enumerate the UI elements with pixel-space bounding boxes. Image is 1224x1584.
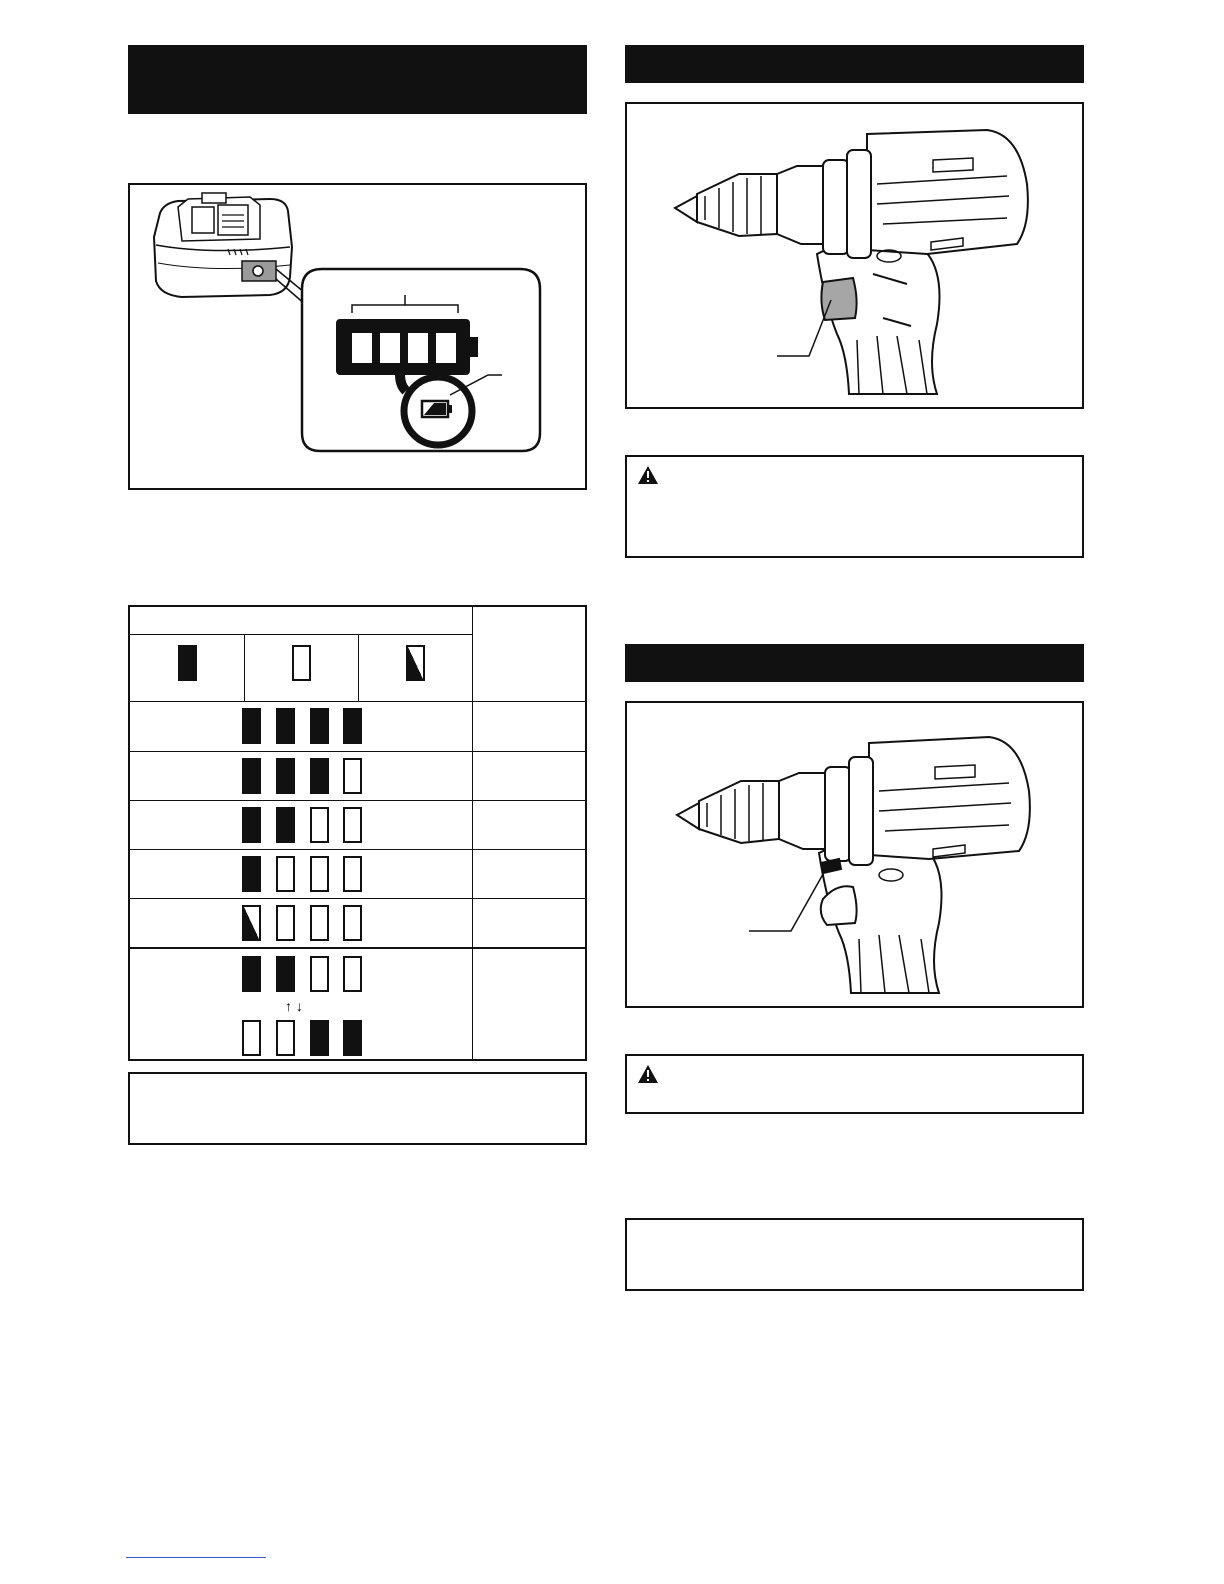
- lamp-icon: [242, 807, 261, 843]
- lamp-icon: [310, 807, 329, 843]
- lamp-icon: [310, 856, 329, 892]
- warning-triangle-icon: [637, 1064, 659, 1084]
- warning-triangle-icon: [637, 465, 659, 485]
- lamp-icon: [343, 956, 362, 992]
- lamp-icon: [310, 905, 329, 941]
- lamp-icon: [276, 905, 295, 941]
- lamp-icon: [310, 758, 329, 794]
- lamp-icon: [276, 708, 295, 744]
- lamp-icon: [276, 807, 295, 843]
- right-note-box: [625, 1218, 1084, 1291]
- lamp-icon: [242, 758, 261, 794]
- lamp-icon: [242, 856, 261, 892]
- lamp-icon: [242, 708, 261, 744]
- alternating-arrows: ↑ ↓: [285, 998, 303, 1014]
- drill-switch-trigger-icon: [627, 104, 1082, 407]
- battery-indicator-table: [128, 605, 587, 1061]
- lamp-icon: [343, 856, 362, 892]
- lamp-icon: [276, 956, 295, 992]
- lamp-icon: [343, 905, 362, 941]
- lamp-icon: [276, 856, 295, 892]
- drill-reversing-lever-icon: [627, 703, 1082, 1006]
- switch-action-header-bar: [625, 45, 1084, 83]
- lamp-icon: [310, 956, 329, 992]
- reversing-switch-header-bar: [625, 644, 1084, 682]
- lamp-icon: [343, 708, 362, 744]
- lamp-lit-icon: [178, 645, 197, 681]
- lamp-icon: [242, 905, 261, 941]
- left-note-box: [128, 1072, 587, 1145]
- footer-link-underline[interactable]: [126, 1557, 266, 1558]
- drill-figure-switch: [625, 102, 1084, 409]
- lamp-icon: [310, 1020, 329, 1056]
- battery-pack-icon: [130, 185, 585, 488]
- lamp-icon: [310, 708, 329, 744]
- lamp-icon: [343, 758, 362, 794]
- caution-box-2: [625, 1054, 1084, 1114]
- lamp-icon: [242, 956, 261, 992]
- lamp-icon: [276, 1020, 295, 1056]
- lamp-icon: [242, 1020, 261, 1056]
- lamp-icon: [276, 758, 295, 794]
- drill-figure-reversing-lever: [625, 701, 1084, 1008]
- caution-box-1: [625, 455, 1084, 558]
- lamp-blinking-icon: [406, 645, 425, 681]
- battery-figure: [128, 183, 587, 490]
- lamp-icon: [343, 807, 362, 843]
- lamp-off-icon: [292, 645, 311, 681]
- left-section-header-bar: [128, 45, 587, 114]
- lamp-icon: [343, 1020, 362, 1056]
